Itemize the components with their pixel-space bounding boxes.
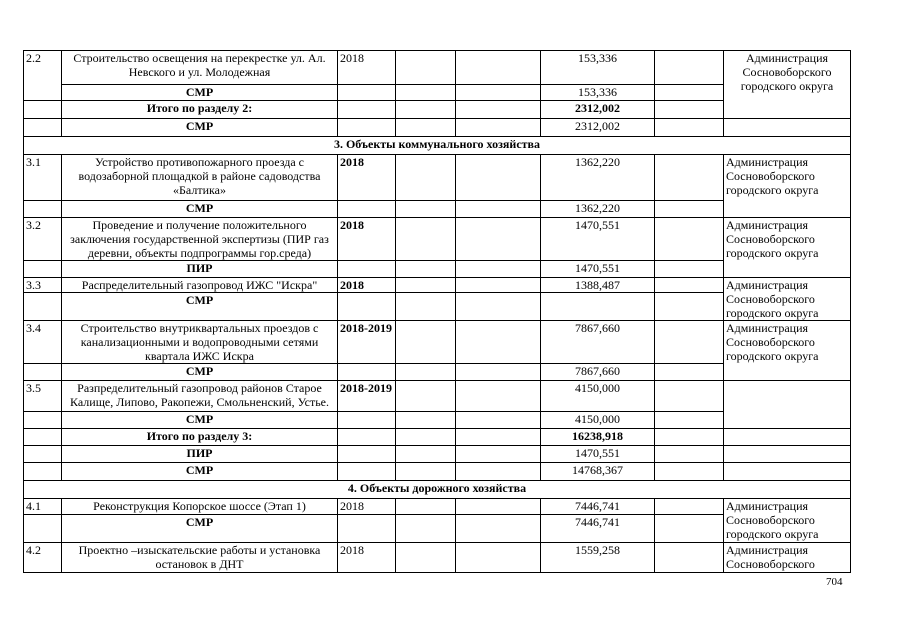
- object-name: Проектно –изыскательские работы и установка остановок в ДНТ: [62, 543, 338, 573]
- amount-cell: 7867,660: [541, 364, 655, 381]
- smr-label: СМР: [62, 119, 338, 137]
- year-cell: 2018-2019: [338, 321, 396, 364]
- object-name: Реконструкция Копорское шоссе (Этап 1): [62, 499, 338, 515]
- row-number: 3.1: [24, 155, 62, 201]
- table-row: [24, 119, 851, 137]
- responsible-cell: Администрация Сосновоборского городского округа: [724, 155, 851, 218]
- table-row: [24, 137, 851, 155]
- year-cell: 2018: [338, 155, 396, 201]
- year-cell: 2018: [338, 278, 396, 293]
- section-total-label: Итого по разделу 2:: [62, 101, 338, 119]
- amount-cell: 7446,741: [541, 499, 655, 515]
- table-row: [24, 381, 851, 412]
- amount-cell: 4150,000: [541, 381, 655, 412]
- row-number: 3.2: [24, 218, 62, 261]
- amount-cell: 1559,258: [541, 543, 655, 573]
- section-total-label: Итого по разделу 3:: [62, 429, 338, 446]
- row-number: 3.3: [24, 278, 62, 293]
- table-row: [24, 481, 851, 499]
- row-number: 4.2: [24, 543, 62, 573]
- amount-cell: 2312,002: [541, 101, 655, 119]
- table-row: [24, 278, 851, 293]
- row-number: 3.4: [24, 321, 62, 364]
- responsible-cell: Администрация Сосновоборского городского округа: [724, 321, 851, 381]
- row-number: 4.1: [24, 499, 62, 515]
- amount-cell: 7446,741: [541, 515, 655, 543]
- table-row: [24, 218, 851, 261]
- amount-cell: 1470,551: [541, 261, 655, 278]
- table-row: [24, 499, 851, 515]
- page-number: 704: [826, 576, 843, 588]
- object-name: Устройство противопожарного проезда с водозаборной площадкой в районе садоводства «Балтика»: [62, 155, 338, 201]
- amount-cell: 14768,367: [541, 463, 655, 481]
- smr-label: СМР: [62, 201, 338, 218]
- responsible-cell: Администрация Сосновоборского городского округа: [724, 278, 851, 321]
- smr-label: СМР: [62, 412, 338, 429]
- responsible-cell: Администрация Сосновоборского городского округа: [724, 218, 851, 278]
- table-row: [24, 429, 851, 446]
- amount-cell: 2312,002: [541, 119, 655, 137]
- pir-label: ПИР: [62, 446, 338, 463]
- amount-cell: 1362,220: [541, 201, 655, 218]
- amount-cell: 16238,918: [541, 429, 655, 446]
- year-cell: 2018: [338, 499, 396, 515]
- amount-cell: 1470,551: [541, 218, 655, 261]
- amount-cell: 1362,220: [541, 155, 655, 201]
- object-name: Строительство внутриквартальных проездов с канализационными и водопроводными сетями квартала ИЖС Искра: [62, 321, 338, 364]
- responsible-cell: Администрация Сосновоборского: [724, 543, 851, 573]
- table-row: [24, 463, 851, 481]
- amount-cell: 4150,000: [541, 412, 655, 429]
- table-row: [24, 51, 851, 85]
- responsible-cell: Администрация Сосновоборского городского округа: [724, 499, 851, 543]
- row-number: 2.2: [24, 51, 62, 101]
- year-cell: 2018: [338, 218, 396, 261]
- amount-cell: 1388,487: [541, 278, 655, 293]
- amount-cell: 7867,660: [541, 321, 655, 364]
- program-table: [23, 50, 851, 573]
- object-name: Строительство освещения на перекрестке ул. Ал. Невского и ул. Молодежная: [62, 51, 338, 85]
- object-name: Проведение и получение положительного заключения государственной экспертизы (ПИР газ деревни, объекты подпрограммы гор.среда): [62, 218, 338, 261]
- table-row: [24, 446, 851, 463]
- table-row: [24, 155, 851, 201]
- table-row: [24, 543, 851, 573]
- table-row: [24, 321, 851, 364]
- amount-cell: 153,336: [541, 51, 655, 85]
- smr-label: СМР: [62, 515, 338, 543]
- section-heading: 3. Объекты коммунального хозяйства: [24, 137, 851, 155]
- row-number: 3.5: [24, 381, 62, 412]
- smr-label: СМР: [62, 463, 338, 481]
- amount-cell: 153,336: [541, 85, 655, 101]
- year-cell: 2018: [338, 51, 396, 85]
- object-name: Распределительный газопровод ИЖС "Искра": [62, 278, 338, 293]
- year-cell: 2018-2019: [338, 381, 396, 412]
- smr-label: СМР: [62, 85, 338, 101]
- amount-cell: 1470,551: [541, 446, 655, 463]
- year-cell: 2018: [338, 543, 396, 573]
- smr-label: СМР: [62, 293, 338, 321]
- object-name: Разпределительный газопровод районов Старое Калище, Липово, Ракопежи, Смольненский, Устье.: [62, 381, 338, 412]
- pir-label: ПИР: [62, 261, 338, 278]
- responsible-cell: Администрация Сосновоборского городского округа: [724, 51, 851, 119]
- section-heading: 4. Объекты дорожного хозяйства: [24, 481, 851, 499]
- smr-label: СМР: [62, 364, 338, 381]
